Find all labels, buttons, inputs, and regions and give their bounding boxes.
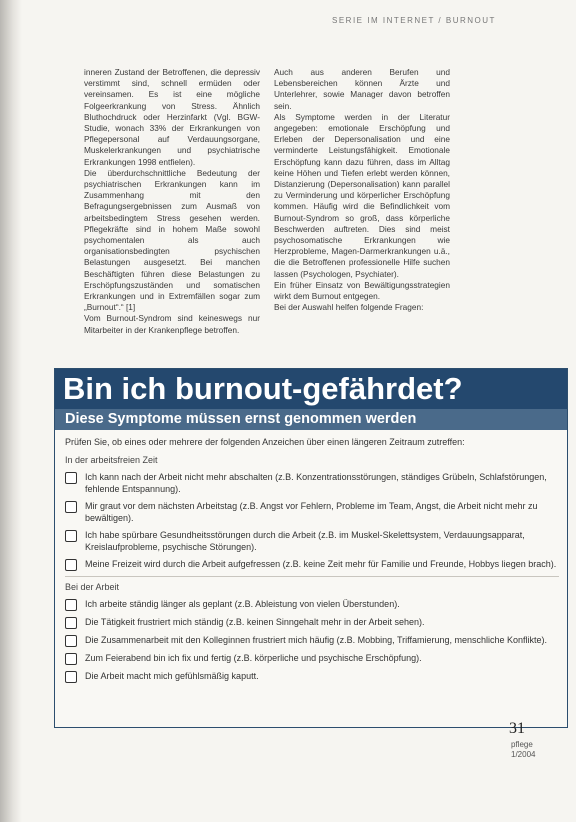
paragraph: Bei der Auswahl helfen folgende Fragen: (274, 302, 424, 313)
paragraph: Vom Burnout-Syndrom sind keineswegs nur Mitarbeiter in der Krankenpflege betroffen. (84, 313, 260, 335)
checklist-item-text: Die Tätigkeit frustriert mich ständig (z.B. keinen Sinngehalt mehr in der Arbeit sehen). (85, 617, 425, 627)
checklist-item-text: Ich kann nach der Arbeit nicht mehr abschalten (z.B. Konzentrationsstörungen, ständiges Grübeln, Schlafstörungen, fehlende Entspannung). (85, 472, 547, 494)
magazine-name: pflege (511, 740, 533, 749)
paragraph: Auch aus anderen Berufen und Lebensbereichen können Ärzte und Unterlehrer, sowie Manager davon betroffen sein. (274, 67, 450, 111)
running-header: SERIE IM INTERNET / BURNOUT (332, 16, 496, 25)
checkbox[interactable] (65, 671, 77, 683)
checklist-item-text: Die Arbeit macht mich gefühlsmäßig kaputt. (85, 671, 259, 681)
paragraph: Die überdurchschnittliche Bedeutung der psychiatrischen Erkrankungen kann im Zusammenhang mit den Befragungsergebnissen zum Ausmaß von arbeitsbedingtem Stress gesehen werden. Pflegekräfte sind in hohem Maße sowohl psychomentalen als auch organisationsbedingten psychischen Belastungen ausgesetzt. Bei manchen Beschäftigten führen diese Belastungen zu Erschöpfungszuständen und somatischen Erkrankungen und in Extremfällen sogar zum „Burnout“.“ [1] (84, 167, 260, 313)
magazine-issue: 1/2004 (511, 750, 536, 759)
checklist-item-text: Meine Freizeit wird durch die Arbeit aufgefressen (z.B. keine Zeit mehr für Familie und Freunde, Hobbys liegen brach). (85, 559, 557, 569)
checklist-item (65, 652, 559, 665)
divider (65, 576, 559, 577)
checklist-item (65, 616, 559, 629)
checklist-item (65, 598, 559, 611)
checklist-item-text: Mir graut vor dem nächsten Arbeitstag (z.B. Angst vor Fehlern, Probleme im Team, Angst, die Arbeit nicht mehr zu bewältigen). (85, 501, 538, 523)
checkbox[interactable] (65, 599, 77, 611)
checkbox[interactable] (65, 653, 77, 665)
page-number: 31 (509, 720, 525, 737)
section-heading-at-work: Bei der Arbeit (65, 582, 120, 592)
checkbox[interactable] (65, 635, 77, 647)
checkbox[interactable] (65, 501, 77, 513)
checklist-item (65, 529, 559, 553)
checklist-item-text: Die Zusammenarbeit mit den Kolleginnen frustriert mich häufig (z.B. Mobbing, Triffamierung, menschliche Konflikte). (85, 635, 548, 645)
text-column-left (84, 67, 260, 336)
checklist-item (65, 500, 559, 524)
checklist-title: Bin ich burnout-gefährdet? (55, 369, 567, 409)
checklist-item-text: Ich habe spürbare Gesundheitsstörungen durch die Arbeit (z.B. im Muskel-Skelettsystem, Verdauungsapparat, Kreislaufprobleme, psychische Störungen). (85, 530, 525, 552)
checkbox[interactable] (65, 617, 77, 629)
checkbox[interactable] (65, 472, 77, 484)
checklist-subtitle: Diese Symptome müssen ernst genommen werden (55, 409, 567, 430)
section-heading-free-time: In der arbeitsfreien Zeit (65, 455, 158, 465)
checklist-body (55, 430, 567, 683)
checkbox[interactable] (65, 559, 77, 571)
magazine-info (511, 740, 535, 760)
text-column-right (274, 67, 450, 313)
checklist-item (65, 670, 559, 683)
paragraph: Als Symptome werden in der Literatur angegeben: emotionale Erschöpfung und Erleben der Depersonalisation und eine verminderte Leistungsfähigkeit. Emotionale Erschöpfung kann dazu führen, dass im Alltag keine Höhen und Tiefen erlebt werden können, Distanzierung (Depersonalisation) kann parallel zu Verminderung und körperlicher Erschöpfung kommen. Häufig wird die Befindlichkeit vom Burnout-Syndrom so groß, dass körperliche Beschwerden auftreten. Dies sind meist psychosomatische Erkrankungen wie Herzprobleme, Magen-Darmerkrankungen u.ä., die die Betroffenen professionelle Hilfe suchen lassen (Psychologen, Psychiater). (274, 111, 450, 279)
paragraph: Ein früher Einsatz von Bewältigungsstrategien wirkt dem Burnout entgegen. (274, 279, 450, 302)
checklist-item (65, 471, 559, 495)
page-spine-shadow (0, 0, 22, 822)
checklist-item (65, 634, 559, 647)
checklist-item-text: Ich arbeite ständig länger als geplant (z.B. Ableistung von vielen Überstunden). (85, 599, 400, 609)
paragraph: inneren Zustand der Betroffenen, die depressiv verstimmt sind, schnell ermüden oder vereinsamen. Es ist eine mögliche Folgeerkrankung von Stress. Ähnlich Bluthochdruck oder Herzinfarkt (Vgl. BGW-Studie, wonach 33% der Erkrankungen von Pflegepersonal auf Verdauungsorgane, Muskelerkrankungen und psychiatrische Erkrankungen 1998 entfielen). (84, 67, 260, 167)
checkbox[interactable] (65, 530, 77, 542)
checklist-item-text: Zum Feierabend bin ich fix und fertig (z.B. körperliche und psychische Erschöpfung). (85, 653, 422, 663)
checklist-intro: Prüfen Sie, ob eines oder mehrere der folgenden Anzeichen über einen längeren Zeitraum zutreffen: (65, 437, 465, 447)
burnout-checklist-box (54, 368, 568, 728)
checklist-item (65, 558, 559, 571)
